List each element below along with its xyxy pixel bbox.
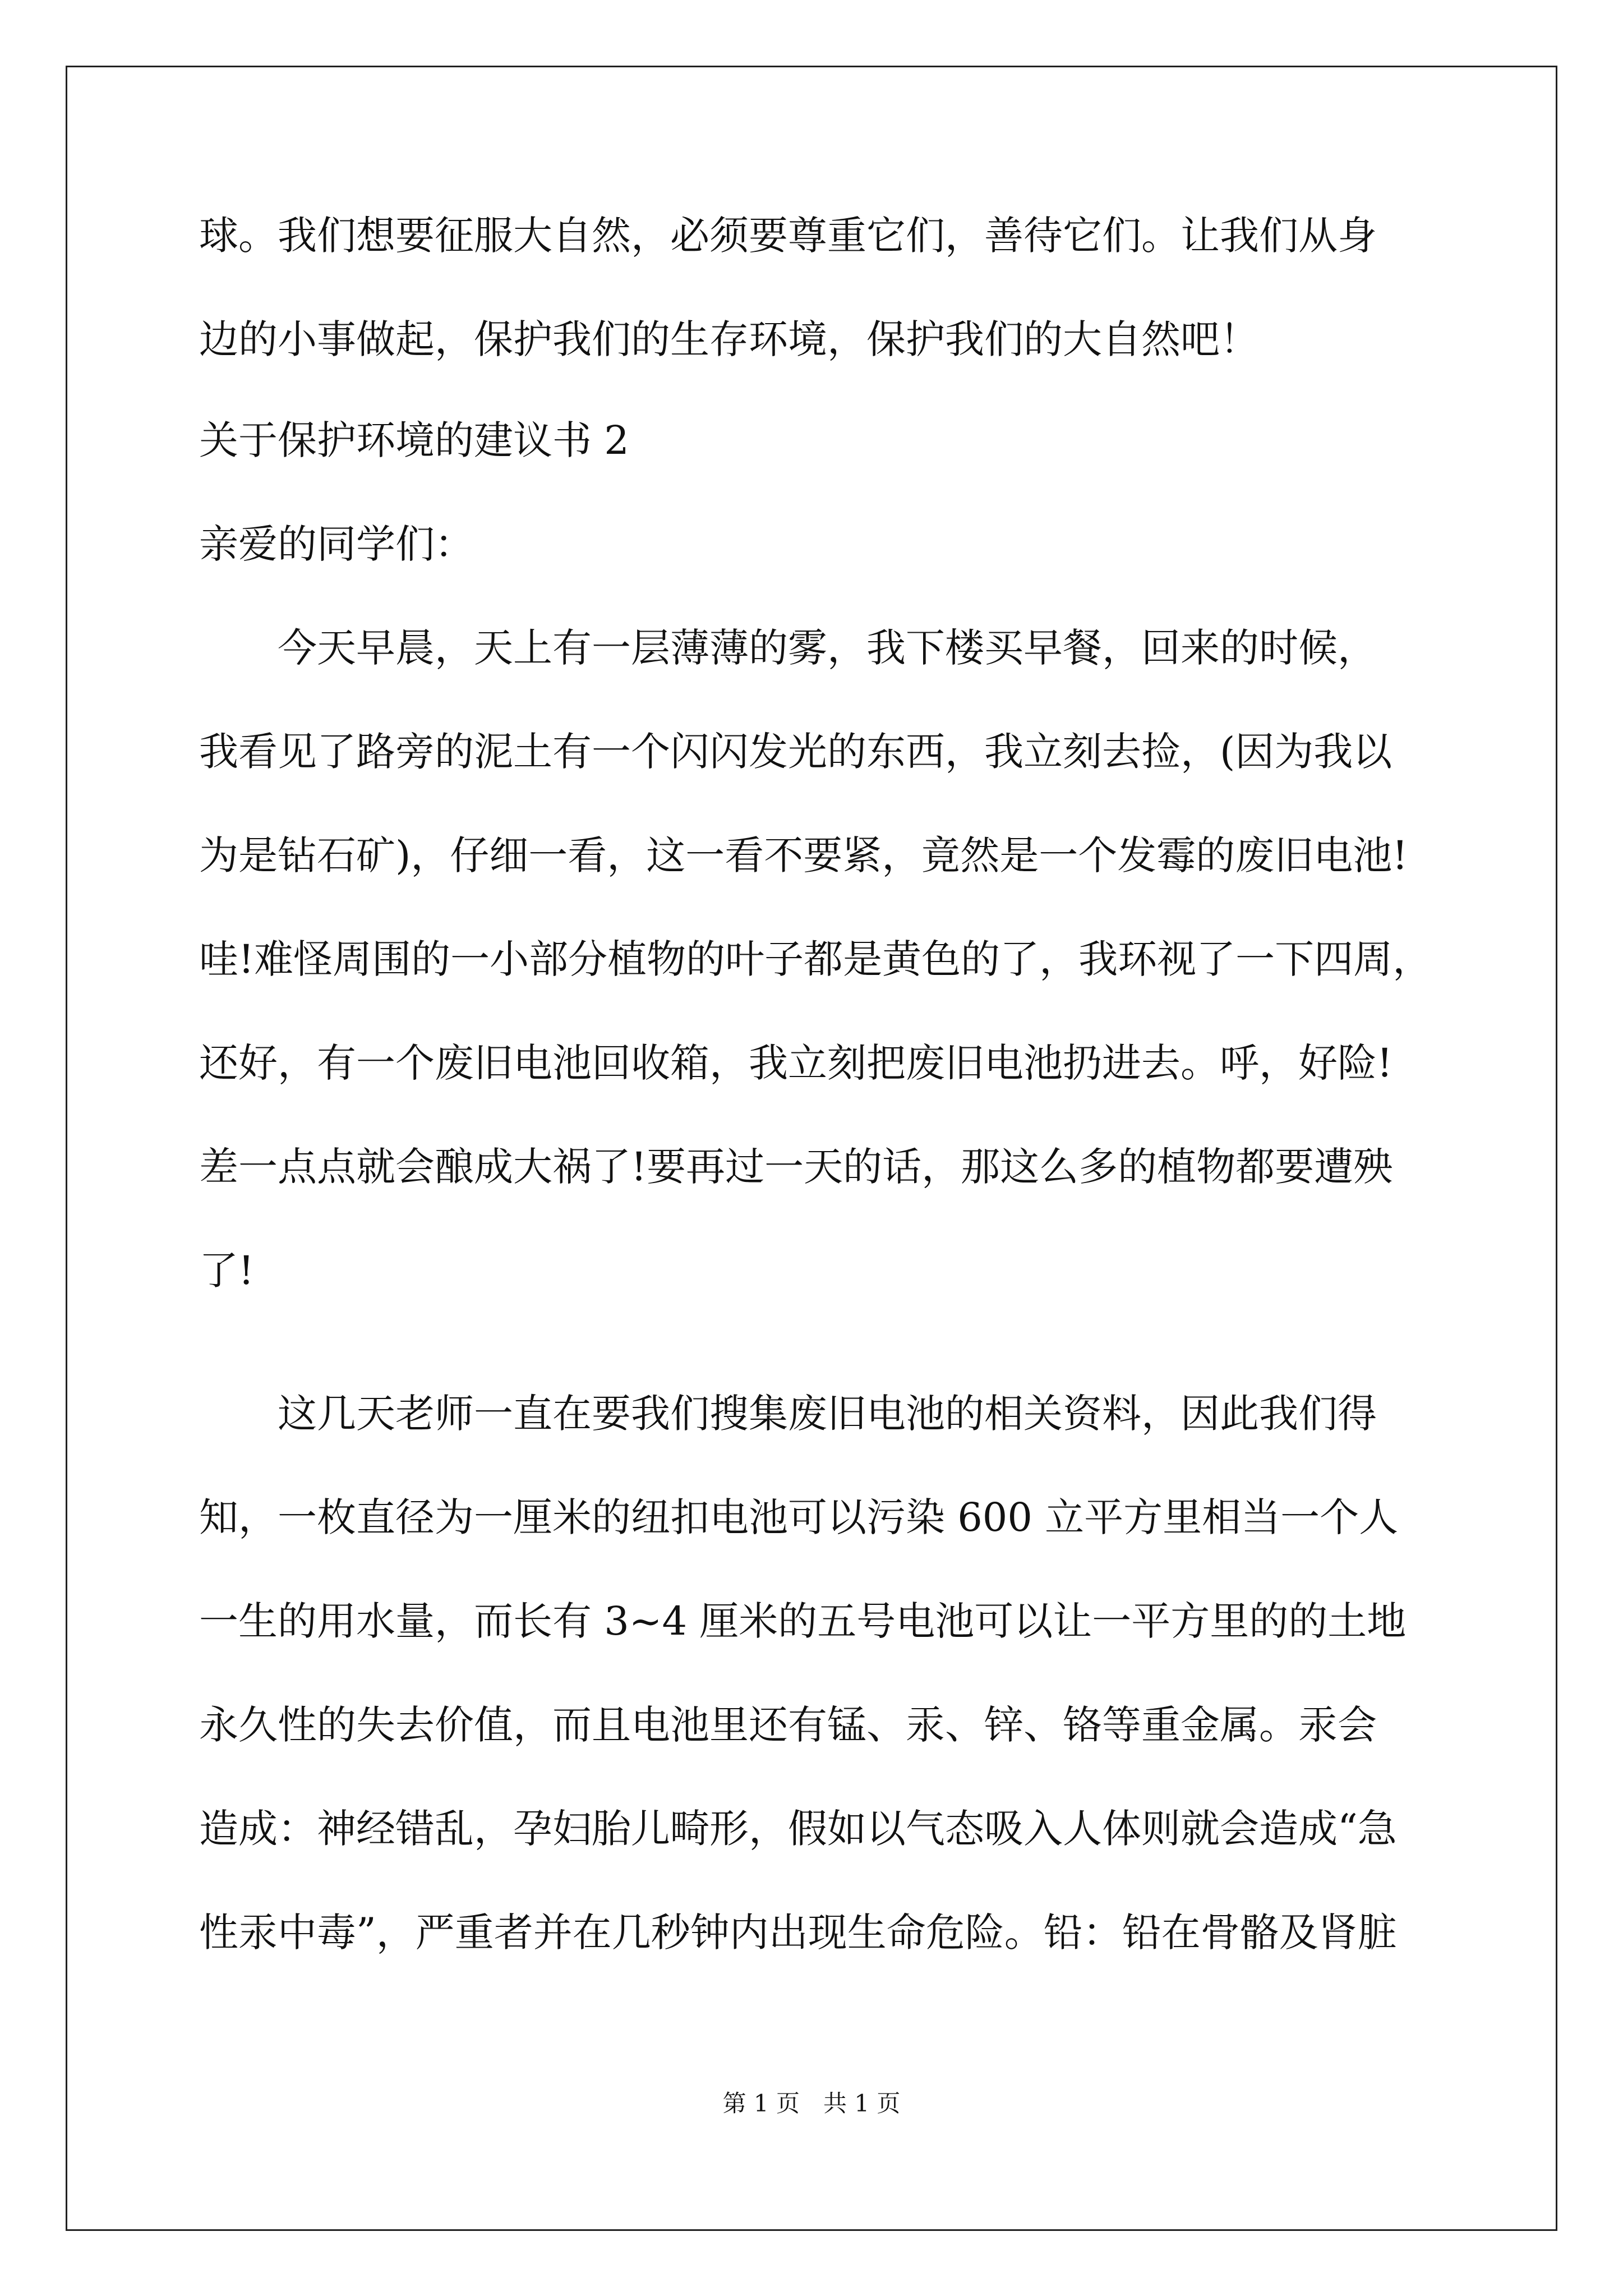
text-line: 为是钻石矿)，仔细一看，这一看不要紧，竟然是一个发霉的废旧电池!: [199, 832, 1408, 878]
text-line: 造成：神经错乱，孕妇胎儿畸形，假如以气态吸入人体则就会造成“急: [199, 1806, 1397, 1852]
text-line: 了!: [199, 1248, 255, 1294]
text-line: 知，一枚直径为一厘米的纽扣电池可以污染 600 立平方里相当一个人: [199, 1494, 1399, 1540]
section-heading: 关于保护环境的建议书 2: [199, 417, 629, 463]
text-line: 还好，有一个废旧电池回收箱，我立刻把废旧电池扔进去。呼，好险!: [199, 1040, 1393, 1086]
text-line: 今天早晨，天上有一层薄薄的雾，我下楼买早餐，回来的时候，: [199, 625, 1377, 671]
text-line: 一生的用水量，而长有 3~4 厘米的五号电池可以让一平方里的的土地: [199, 1598, 1407, 1644]
text-line: 性汞中毒”，严重者并在几秒钟内出现生命危险。铅：铅在骨骼及肾脏: [199, 1910, 1397, 1955]
text-line: 我看见了路旁的泥土有一个闪闪发光的东西，我立刻去捡，(因为我以: [199, 729, 1393, 775]
salutation: 亲爱的同学们：: [199, 521, 474, 567]
text-line: 哇!难怪周围的一小部分植物的叶子都是黄色的了，我环视了一下四周，: [199, 936, 1432, 982]
text-line: 边的小事做起，保护我们的生存环境，保护我们的大自然吧！: [199, 316, 1259, 362]
text-line: 球。我们想要征服大自然，必须要尊重它们，善待它们。让我们从身: [199, 213, 1377, 259]
text-line: 这几天老师一直在要我们搜集废旧电池的相关资料，因此我们得: [199, 1391, 1377, 1437]
text-line: 差一点点就会酿成大祸了!要再过一天的话，那这么多的植物都要遭殃: [199, 1144, 1393, 1190]
page-footer: 第 1 页 共 1 页: [722, 2090, 901, 2117]
text-line: 永久性的失去价值，而且电池里还有锰、汞、锌、铬等重金属。汞会: [199, 1702, 1377, 1748]
